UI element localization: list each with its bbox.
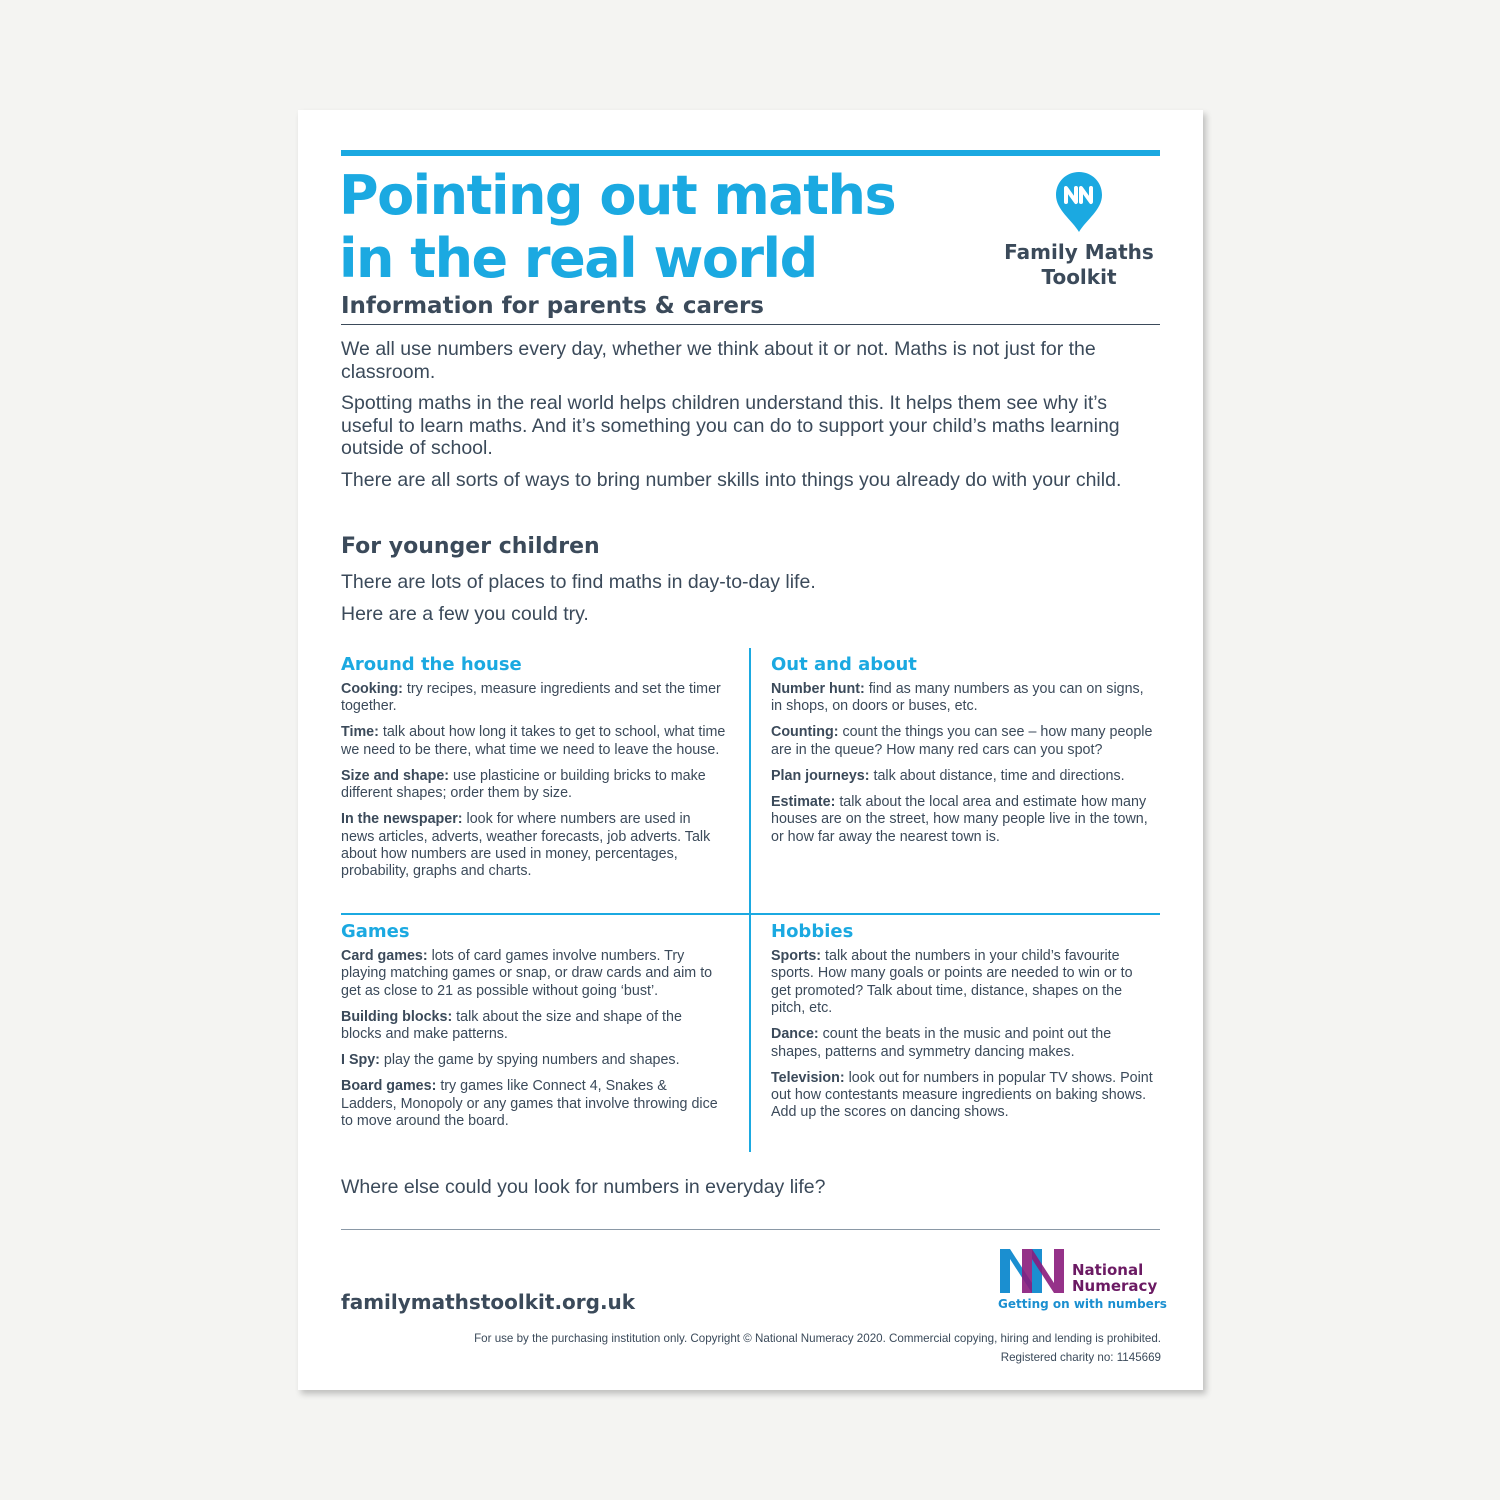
intro-paragraph: Spotting maths in the real world helps children understand this. It helps them see why it’s useful to learn maths. And it’s something you can do to support your child’s maths learning outside of school. <box>341 392 1120 459</box>
national-numeracy-logo <box>998 1245 1167 1315</box>
tip-item: Board games: try games like Connect 4, Snakes & Ladders, Monopoly or any games that involve throwing dice to move around the board. <box>341 1078 718 1130</box>
copyright-text: For use by the purchasing institution only. Copyright © National Numeracy 2020. Commercial copying, hiring and lending is prohibited. <box>474 1332 1161 1345</box>
website-url: familymathstoolkit.org.uk <box>341 1290 636 1314</box>
section-heading: Out and about <box>771 654 917 675</box>
tip-item: Cooking: try recipes, measure ingredients and set the timer together. <box>341 681 721 715</box>
copyright-notice <box>341 1329 1161 1367</box>
tip-item: Number hunt: find as many numbers as you can on signs, in shops, on doors or buses, etc. <box>771 681 1144 715</box>
leaflet-page <box>298 110 1203 1390</box>
tip-item: I Spy: play the game by spying numbers and shapes. <box>341 1052 680 1069</box>
tip-item: Counting: count the things you can see – how many people are in the queue? How many red cars can you spot? <box>771 724 1153 758</box>
intro-text <box>341 338 1151 500</box>
tip-item: In the newspaper: look for where numbers are used in news articles, adverts, weather forecasts, job adverts. Talk about how numbers are used in money, percentages, probability, graphs and charts. <box>341 811 711 880</box>
section-around-the-house <box>341 655 726 889</box>
map-pin-icon <box>1054 170 1104 234</box>
tip-item: Estimate: talk about the local area and estimate how many houses are on the street, how many people live in the town, or how far away the nearest town is. <box>771 793 1148 845</box>
intro-paragraph: We all use numbers every day, whether we think about it or not. Maths is not just for the classroom. <box>341 338 1096 383</box>
nn-monogram-icon <box>998 1245 1068 1295</box>
brand-name: Family Maths Toolkit <box>1004 240 1154 289</box>
intro-paragraph: There are all sorts of ways to bring number skills into things you already do with your child. <box>341 468 1122 491</box>
younger-children-text: There are lots of places to find maths in day-to-day life. <box>341 571 816 593</box>
answer-line <box>341 1229 1160 1230</box>
tip-item: Size and shape: use plasticine or building bricks to make different shapes; order them by size. <box>341 767 706 802</box>
tip-item: Sports: talk about the numbers in your child’s favourite sports. How many goals or points are needed to win or to get promoted? Talk about time, distance, shapes on the pitch, etc. <box>771 948 1133 1017</box>
tip-item: Card games: lots of card games involve numbers. Try playing matching games or snap, or draw cards and aim to get as close to 21 as possible without going ‘bust’. <box>341 948 713 999</box>
grid-vertical-divider <box>749 648 751 1152</box>
section-heading: Hobbies <box>771 921 854 942</box>
tip-item: Time: talk about how long it takes to get to school, what time we need to be there, what time we need to leave the house. <box>341 724 726 758</box>
charity-number: Registered charity no: 1145669 <box>1000 1351 1161 1364</box>
page-subtitle: Information for parents & carers <box>341 293 764 319</box>
tip-item: Plan journeys: talk about distance, time and directions. <box>771 767 1125 784</box>
closing-question: Where else could you look for numbers in everyday life? <box>341 1176 826 1198</box>
top-rule <box>341 150 1160 156</box>
org-tagline: Getting on with numbers <box>998 1297 1167 1311</box>
tip-item: Dance: count the beats in the music and point out the shapes, patterns and symmetry dancing makes. <box>771 1026 1112 1060</box>
title-line-1: Pointing out maths <box>339 164 896 227</box>
org-name: National Numeracy <box>1072 1261 1158 1295</box>
grid-horizontal-divider <box>341 913 1160 915</box>
section-out-and-about <box>771 655 1156 855</box>
section-heading: Around the house <box>341 654 522 675</box>
tip-item: Television: look out for numbers in popular TV shows. Point out how contestants measure ingredients on baking shows. Add up the scores on dancing shows. <box>771 1069 1153 1121</box>
section-games <box>341 922 726 1139</box>
section-hobbies <box>771 922 1156 1130</box>
tip-item: Building blocks: talk about the size and shape of the blocks and make patterns. <box>341 1008 682 1043</box>
section-heading: Games <box>341 921 410 942</box>
page-title <box>339 164 959 290</box>
younger-children-heading: For younger children <box>341 534 600 559</box>
title-line-2: in the real world <box>339 227 817 290</box>
younger-children-text: Here are a few you could try. <box>341 603 589 625</box>
subtitle-rule <box>341 324 1160 325</box>
family-maths-toolkit-logo <box>998 170 1160 290</box>
